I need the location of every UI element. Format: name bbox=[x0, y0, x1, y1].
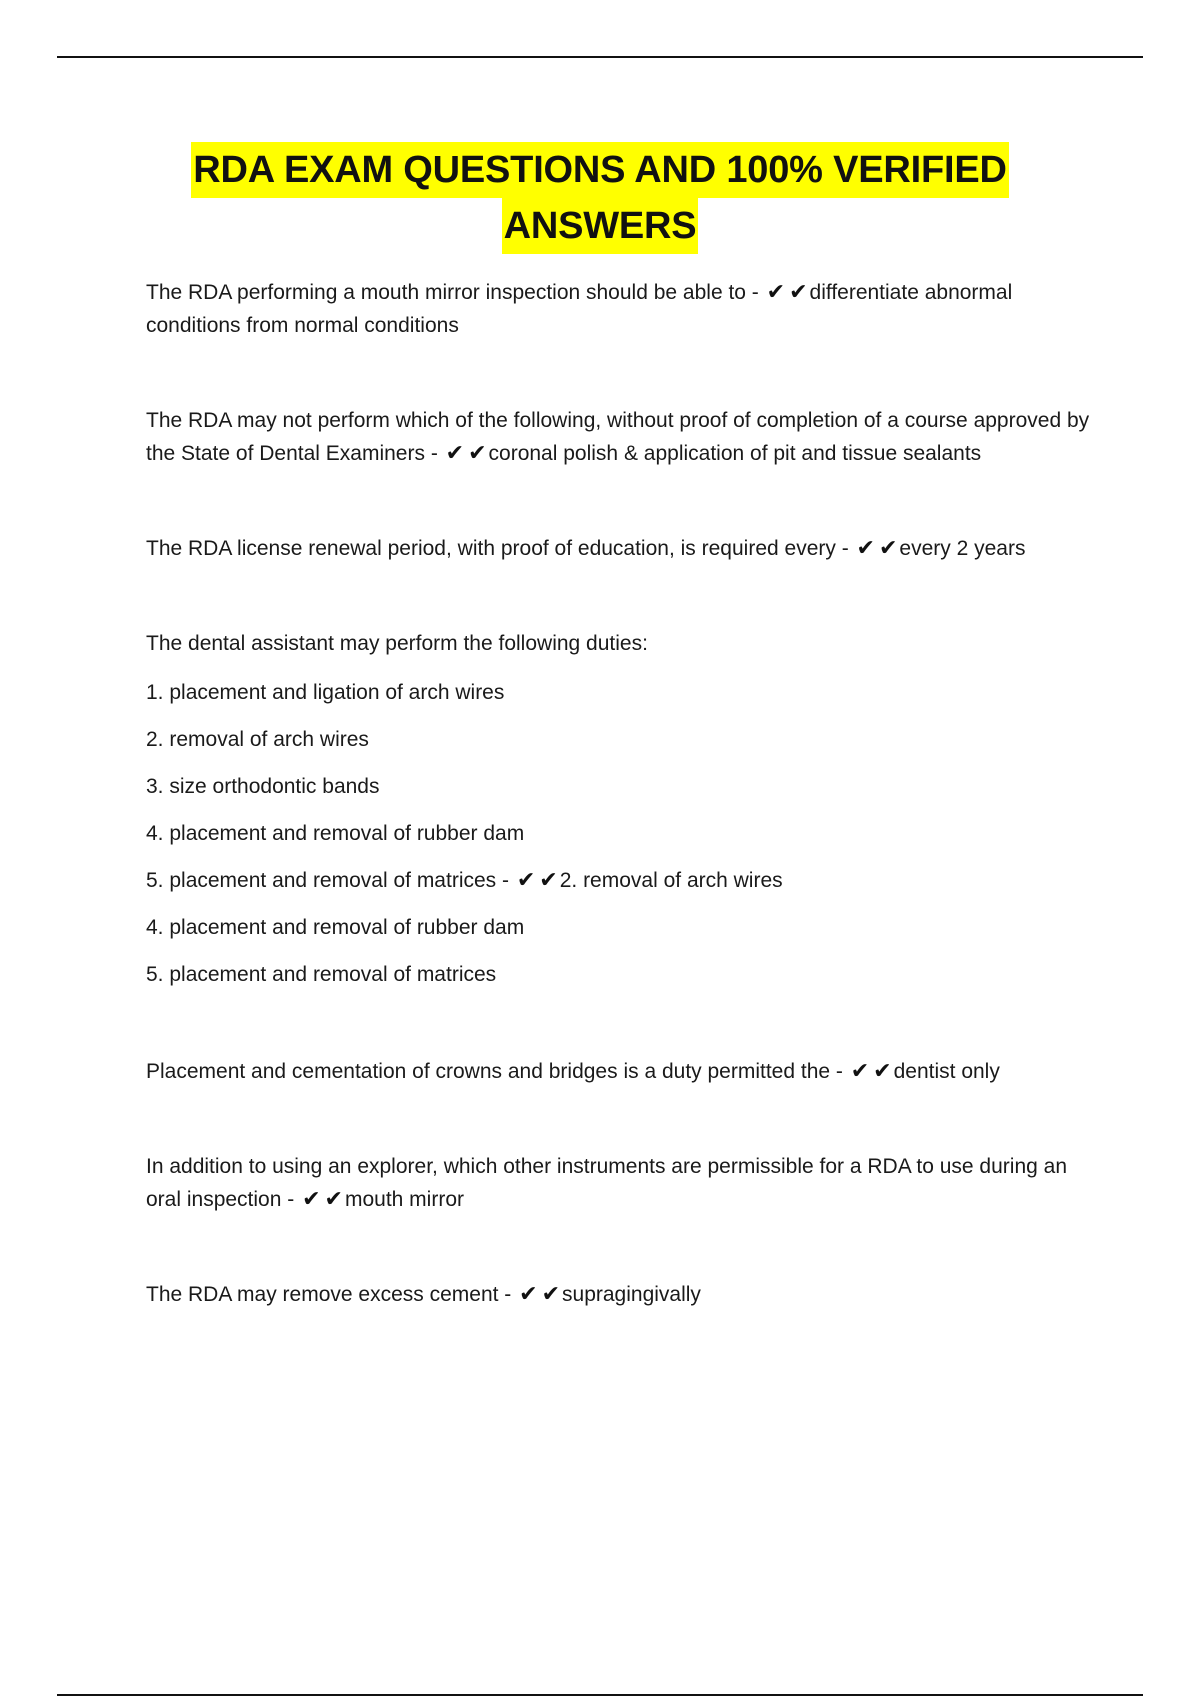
question-text: In addition to using an explorer, which other instruments are permissible for a RDA to use during an oral inspection bbox=[146, 1155, 1067, 1211]
check-icon: ✔ bbox=[324, 1187, 343, 1212]
qa-item bbox=[146, 276, 1096, 342]
duty-item: 4. placement and removal of rubber dam bbox=[146, 822, 525, 845]
check-icon: ✔ bbox=[856, 536, 875, 561]
separator: - bbox=[424, 442, 444, 465]
bottom-rule bbox=[57, 1694, 1143, 1696]
check-icon: ✔ bbox=[766, 280, 786, 305]
check-icon: ✔ bbox=[539, 868, 558, 893]
question-text: Placement and cementation of crowns and bridges is a duty permitted the bbox=[146, 1060, 831, 1083]
duty-item: 3. size orthodontic bands bbox=[146, 775, 380, 798]
double-check-icon bbox=[300, 1188, 345, 1211]
separator: - bbox=[830, 1060, 849, 1083]
qa-item bbox=[146, 1150, 1096, 1216]
duties-question bbox=[146, 627, 1096, 991]
separator: - bbox=[496, 869, 515, 892]
check-icon: ✔ bbox=[873, 1059, 892, 1084]
question-text: The RDA license renewal period, with proof of education, is required every bbox=[146, 537, 836, 560]
duty-item: 1. placement and ligation of arch wires bbox=[146, 681, 505, 704]
top-rule bbox=[57, 56, 1143, 58]
qa-item bbox=[146, 404, 1096, 470]
duty-item: 2. removal of arch wires bbox=[146, 728, 369, 751]
separator: - bbox=[835, 537, 855, 560]
answer-text: supragingivally bbox=[562, 1283, 701, 1306]
double-check-icon bbox=[849, 1060, 894, 1083]
check-icon: ✔ bbox=[519, 1282, 538, 1307]
answer-text: 2. removal of arch wires bbox=[559, 869, 783, 892]
answer-item: 4. placement and removal of rubber dam bbox=[146, 916, 525, 939]
double-check-icon bbox=[765, 281, 810, 304]
check-icon: ✔ bbox=[878, 536, 898, 561]
question-text: The RDA may remove excess cement bbox=[146, 1283, 499, 1306]
duty-item-with-answer bbox=[146, 864, 1096, 897]
check-icon: ✔ bbox=[850, 1059, 870, 1084]
double-check-icon bbox=[855, 537, 900, 560]
double-check-icon bbox=[515, 869, 560, 892]
title-line-1: RDA EXAM QUESTIONS AND 100% VERIFIED bbox=[191, 142, 1008, 198]
qa-item bbox=[146, 1055, 1096, 1088]
qa-item bbox=[146, 532, 1096, 565]
check-icon: ✔ bbox=[516, 868, 536, 893]
separator: - bbox=[745, 281, 765, 304]
answer-text: mouth mirror bbox=[344, 1188, 464, 1211]
check-icon: ✔ bbox=[445, 441, 465, 466]
check-icon: ✔ bbox=[541, 1282, 561, 1307]
duty-item-text: 5. placement and removal of matrices bbox=[146, 869, 497, 892]
qa-item bbox=[146, 1278, 1096, 1311]
question-text: The RDA may not perform which of the following, without proof of completion of a course approved by the State of Dental Examiners bbox=[146, 409, 1090, 465]
separator: - bbox=[281, 1188, 301, 1211]
check-icon: ✔ bbox=[302, 1187, 321, 1212]
answer-text: coronal polish & application of pit and tissue sealants bbox=[488, 442, 982, 465]
answer-item: 5. placement and removal of matrices bbox=[146, 963, 497, 986]
answer-text: every 2 years bbox=[899, 537, 1026, 560]
title-line-2: ANSWERS bbox=[502, 198, 699, 254]
double-check-icon bbox=[517, 1283, 562, 1306]
double-check-icon bbox=[444, 442, 489, 465]
answer-text: differentiate abnormal conditions from normal conditions bbox=[146, 281, 1013, 337]
question-text: The RDA performing a mouth mirror inspection should be able to bbox=[146, 281, 746, 304]
check-icon: ✔ bbox=[789, 280, 808, 305]
separator: - bbox=[498, 1283, 518, 1306]
document-title bbox=[0, 142, 1200, 254]
answer-text: dentist only bbox=[893, 1060, 1000, 1083]
document-body bbox=[146, 276, 1096, 1311]
duties-intro: The dental assistant may perform the following duties: bbox=[146, 632, 648, 655]
check-icon: ✔ bbox=[468, 441, 487, 466]
